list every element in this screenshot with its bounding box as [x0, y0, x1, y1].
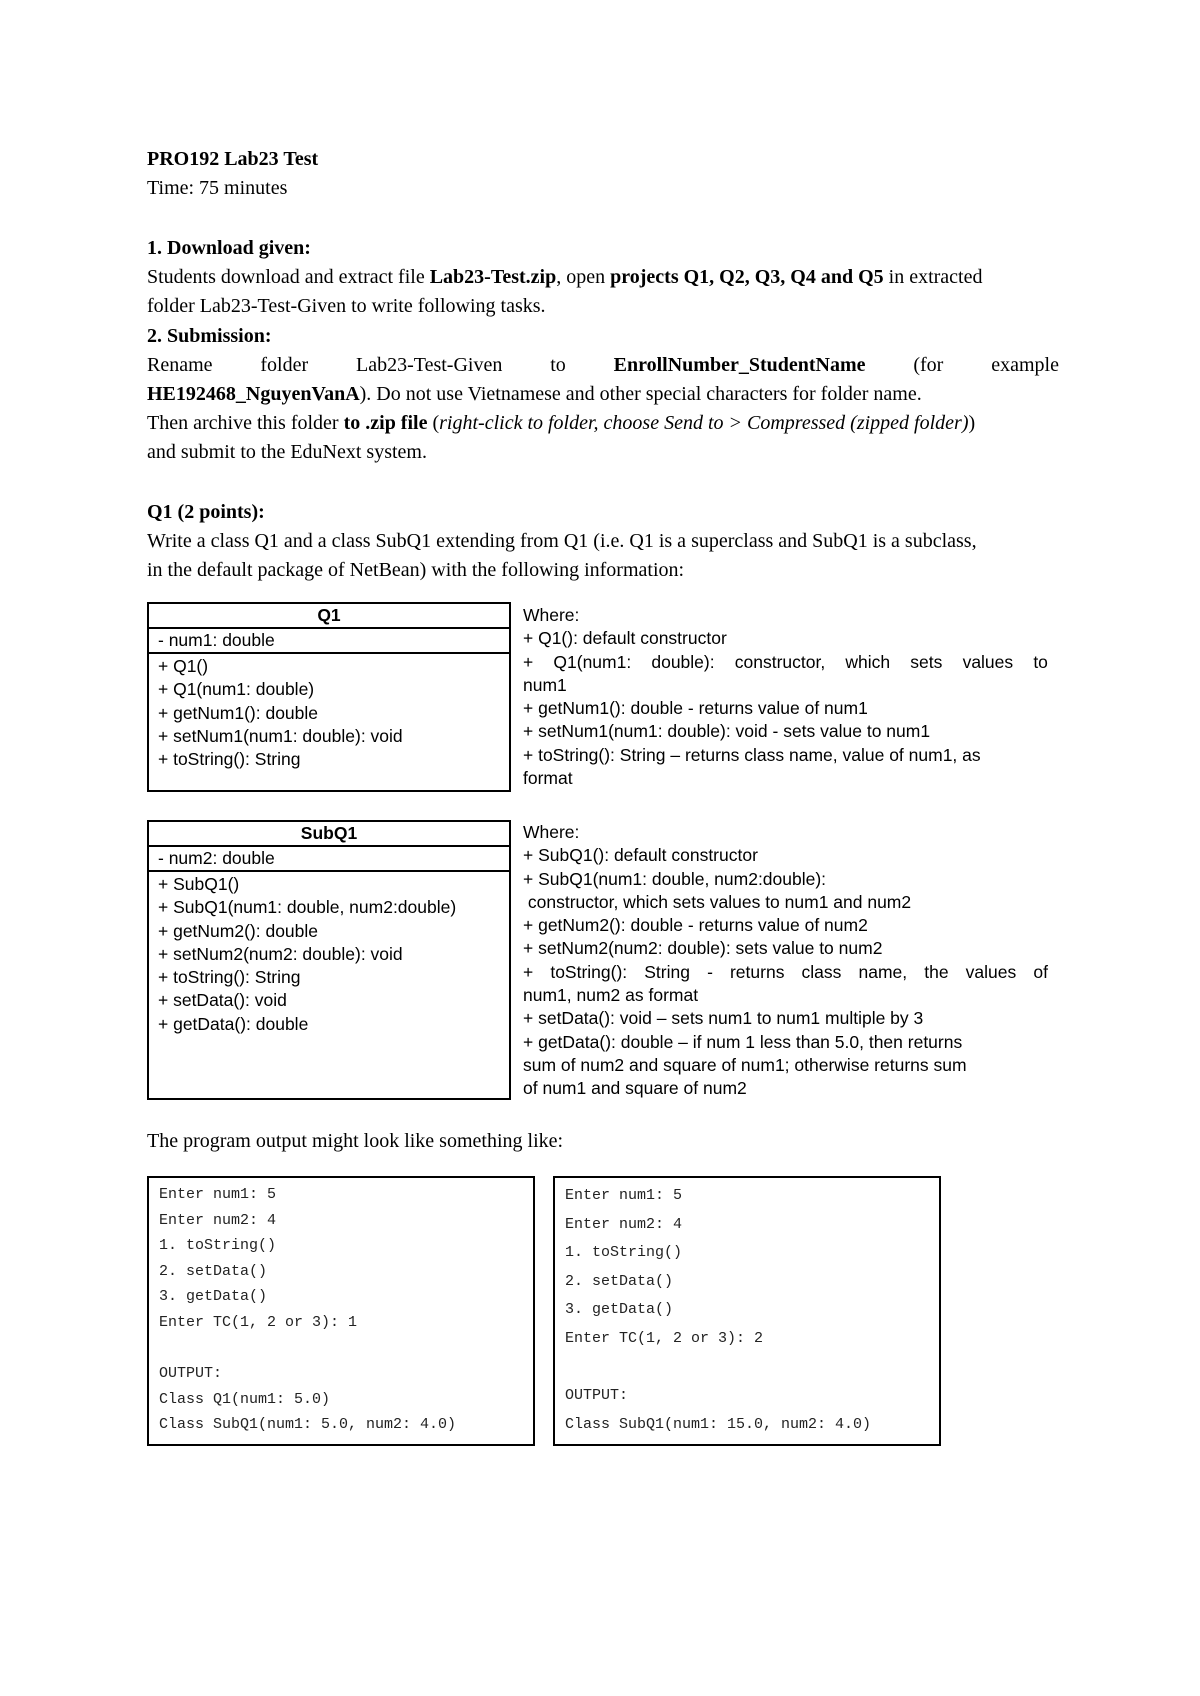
time-limit: Time: 75 minutes	[147, 177, 288, 199]
submission-section	[147, 322, 1059, 467]
q1-line-1: Write a class Q1 and a class SubQ1 extending from Q1 (i.e. Q1 is a superclass and SubQ1 is a subclass,	[147, 530, 977, 552]
where-line: + Q1(num1: double): constructor, which sets values to	[523, 651, 1048, 672]
q1-line-2: in the default package of NetBean) with the following information:	[147, 559, 685, 581]
submission-line-3: Then archive this folder to .zip file (right-click to folder, choose Send to > Compressed (zipped folder))	[147, 412, 976, 434]
where-line: + getData(): double – if num 1 less than 5.0, then returns	[523, 1031, 963, 1052]
uml-attribute: - num1: double	[149, 629, 509, 654]
console-line: 2. setData()	[565, 1272, 674, 1290]
console-line: OUTPUT:	[159, 1365, 223, 1383]
console-line	[565, 1354, 939, 1383]
console-line: 1. toString()	[565, 1244, 683, 1262]
q1-where-notes	[523, 604, 1048, 790]
console-line: 2. setData()	[159, 1262, 268, 1280]
console-line: Class SubQ1(num1: 15.0, num2: 4.0)	[565, 1415, 872, 1433]
console-line: Enter num1: 5	[565, 1187, 683, 1204]
uml-method: + toString(): String	[158, 967, 301, 988]
uml-class-name: SubQ1	[149, 822, 509, 847]
uml-method: + setData(): void	[158, 990, 287, 1011]
console-line: Enter num2: 4	[565, 1215, 683, 1233]
console-output-left	[147, 1176, 535, 1446]
console-line: 3. getData()	[159, 1288, 268, 1306]
uml-method: + SubQ1(num1: double, num2:double)	[158, 897, 457, 918]
uml-method: + getNum2(): double	[158, 920, 319, 941]
uml-method: + getNum1(): double	[158, 702, 319, 723]
download-section	[147, 234, 1059, 321]
console-line: Class Q1(num1: 5.0)	[159, 1390, 331, 1408]
q1-heading: Q1 (2 points):	[147, 501, 265, 523]
where-line: + setNum2(num2: double): sets value to num2	[523, 938, 883, 959]
uml-methods	[149, 872, 509, 1036]
console-line: Enter TC(1, 2 or 3): 1	[159, 1313, 358, 1331]
console-line: Enter num1: 5	[159, 1186, 277, 1203]
uml-class-q1	[147, 602, 511, 792]
uml-method: + SubQ1()	[158, 874, 240, 894]
where-line: + getNum2(): double - returns value of num2	[523, 915, 868, 936]
console-line	[159, 1336, 533, 1362]
where-line: num1, num2 as format	[523, 985, 699, 1006]
doc-title: PRO192 Lab23 Test	[147, 148, 319, 170]
q1-section	[147, 498, 1059, 585]
uml-class-name: Q1	[149, 604, 509, 629]
subq1-where-notes	[523, 821, 1048, 1101]
submission-line-1: Rename folder Lab23-Test-Given to EnrollNumber_StudentName (for example	[147, 354, 1059, 376]
where-line: + setNum1(num1: double): void - sets value to num1	[523, 721, 931, 742]
where-line: format	[523, 768, 573, 789]
console-line: OUTPUT:	[565, 1387, 629, 1405]
submission-line-4: and submit to the EduNext system.	[147, 441, 427, 463]
where-line: + getNum1(): double - returns value of num1	[523, 698, 868, 719]
uml-method: + Q1(num1: double)	[158, 679, 315, 700]
where-title: Where:	[523, 822, 580, 842]
console-line: Enter TC(1, 2 or 3): 2	[565, 1329, 764, 1347]
uml-methods	[149, 654, 509, 771]
console-line: 1. toString()	[159, 1237, 277, 1255]
uml-method: + Q1()	[158, 656, 209, 676]
uml-method: + setNum2(num2: double): void	[158, 943, 403, 964]
uml-method: + toString(): String	[158, 749, 301, 770]
download-line-1: Students download and extract file Lab23-Test.zip, open projects Q1, Q2, Q3, Q4 and Q5 in extracted	[147, 266, 983, 288]
where-line: num1	[523, 674, 567, 695]
where-line: sum of num2 and square of num1; otherwise returns sum	[523, 1054, 967, 1075]
submission-line-2: HE192468_NguyenVanA). Do not use Vietnamese and other special characters for folder name.	[147, 383, 922, 405]
console-line: 3. getData()	[565, 1301, 674, 1319]
output-intro: The program output might look like something like:	[147, 1130, 564, 1152]
where-title: Where:	[523, 605, 580, 625]
where-line: constructor, which sets values to num1 and num2	[523, 891, 912, 912]
where-line: + SubQ1(): default constructor	[523, 845, 758, 866]
submission-heading: 2. Submission:	[147, 325, 272, 347]
uml-class-subq1	[147, 820, 511, 1100]
header	[147, 145, 1059, 203]
console-output-right	[553, 1176, 941, 1446]
where-line: + toString(): String - returns class name, the values of	[523, 961, 1048, 982]
where-line: + toString(): String – returns class name, value of num1, as	[523, 744, 981, 765]
console-line: Class SubQ1(num1: 5.0, num2: 4.0)	[159, 1416, 457, 1434]
where-line: + Q1(): default constructor	[523, 628, 727, 649]
where-line: + setData(): void – sets num1 to num1 multiple by 3	[523, 1008, 924, 1029]
download-heading: 1. Download given:	[147, 237, 311, 259]
uml-method: + setNum1(num1: double): void	[158, 725, 403, 746]
console-line: Enter num2: 4	[159, 1211, 277, 1229]
uml-method: + getData(): double	[158, 1013, 309, 1034]
where-line: + SubQ1(num1: double, num2:double):	[523, 868, 827, 889]
uml-attribute: - num2: double	[149, 847, 509, 872]
download-line-2: folder Lab23-Test-Given to write following tasks.	[147, 295, 546, 317]
where-line: of num1 and square of num2	[523, 1078, 747, 1099]
